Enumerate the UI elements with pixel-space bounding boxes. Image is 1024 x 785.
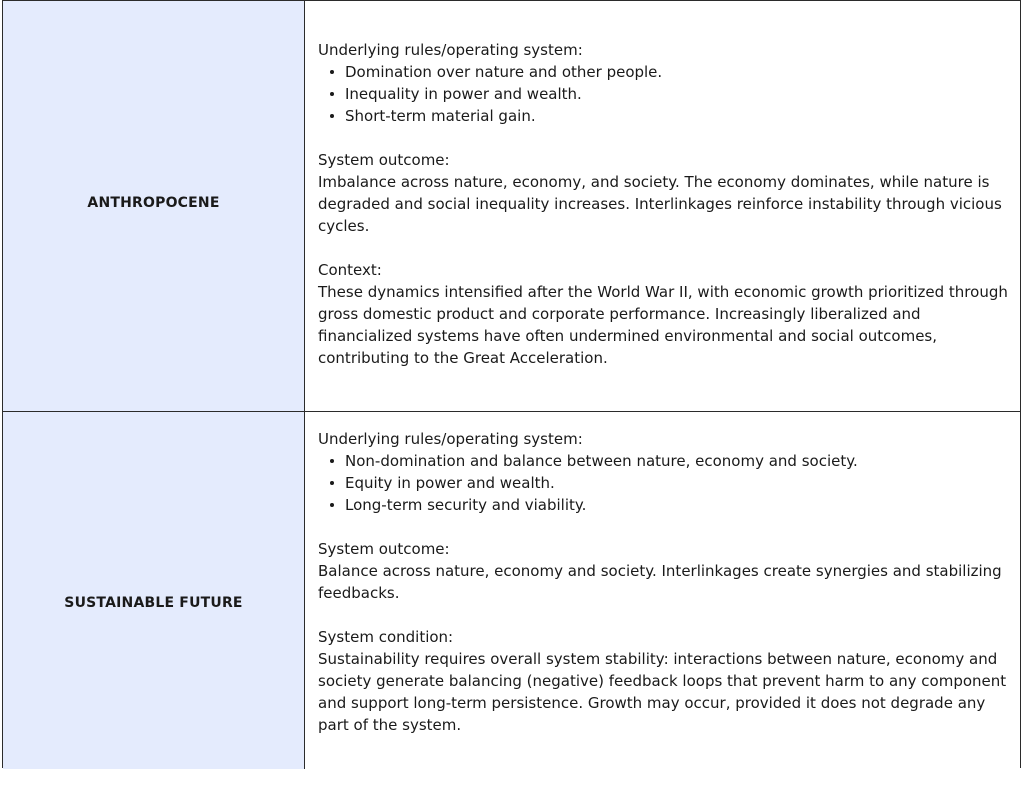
context-text: These dynamics intensified after the World War II, with economic growth prioritized through gross domestic product and corporate performance. Increasingly liberalized and financialized systems have often undermined environmental and social outcomes, contributing to the Great Acceleration. xyxy=(318,283,1008,367)
outcome-text: Balance across nature, economy and society. Interlinkages create synergies and stabilizing feedbacks. xyxy=(318,562,1002,602)
outcome-heading: System outcome: xyxy=(318,540,450,558)
comparison-table xyxy=(2,0,1021,768)
list-item-text: Domination over nature and other people. xyxy=(345,63,663,81)
row-content-cell xyxy=(318,1,1008,449)
list-item xyxy=(345,450,1008,472)
list-item xyxy=(345,494,1008,516)
bullet-icon xyxy=(330,503,334,507)
table-row-sustainable-future xyxy=(3,412,1020,769)
rules-heading: Underlying rules/operating system: xyxy=(318,41,583,59)
bullet-icon xyxy=(330,459,334,463)
list-item xyxy=(345,105,1008,127)
list-item-text: Non-domination and balance between nature, economy and society. xyxy=(345,452,858,470)
table-row-anthropocene xyxy=(3,1,1020,412)
row-label-cell xyxy=(3,412,305,769)
condition-text: Sustainability requires overall system stability: interactions between nature, economy and society generate balancing (negative) feedback loops that prevent harm to any component and support long-term persistence. Growth may occur, provided it does not degrade any part of the system. xyxy=(318,650,1007,734)
list-item xyxy=(345,83,1008,105)
outcome-heading: System outcome: xyxy=(318,151,450,169)
bullet-icon xyxy=(330,92,334,96)
list-item-text: Equity in power and wealth. xyxy=(345,474,555,492)
row-content-cell xyxy=(318,412,1008,785)
list-item-text: Inequality in power and wealth. xyxy=(345,85,582,103)
bullet-icon xyxy=(330,114,334,118)
context-heading: Context: xyxy=(318,261,382,279)
bullet-icon xyxy=(330,481,334,485)
rules-list xyxy=(318,450,1008,516)
outcome-text: Imbalance across nature, economy, and society. The economy dominates, while nature is degraded and social inequality increases. Interlinkages reinforce instability through vicious cycles. xyxy=(318,173,1002,235)
bullet-icon xyxy=(330,70,334,74)
rules-list xyxy=(318,61,1008,127)
condition-heading: System condition: xyxy=(318,628,454,646)
list-item xyxy=(345,472,1008,494)
list-item-text: Short-term material gain. xyxy=(345,107,536,125)
rules-heading: Underlying rules/operating system: xyxy=(318,430,583,448)
row-label: ANTHROPOCENE xyxy=(87,195,220,211)
list-item xyxy=(345,61,1008,83)
list-item-text: Long-term security and viability. xyxy=(345,496,587,514)
row-label-cell xyxy=(3,1,305,411)
row-label: SUSTAINABLE FUTURE xyxy=(64,595,243,611)
